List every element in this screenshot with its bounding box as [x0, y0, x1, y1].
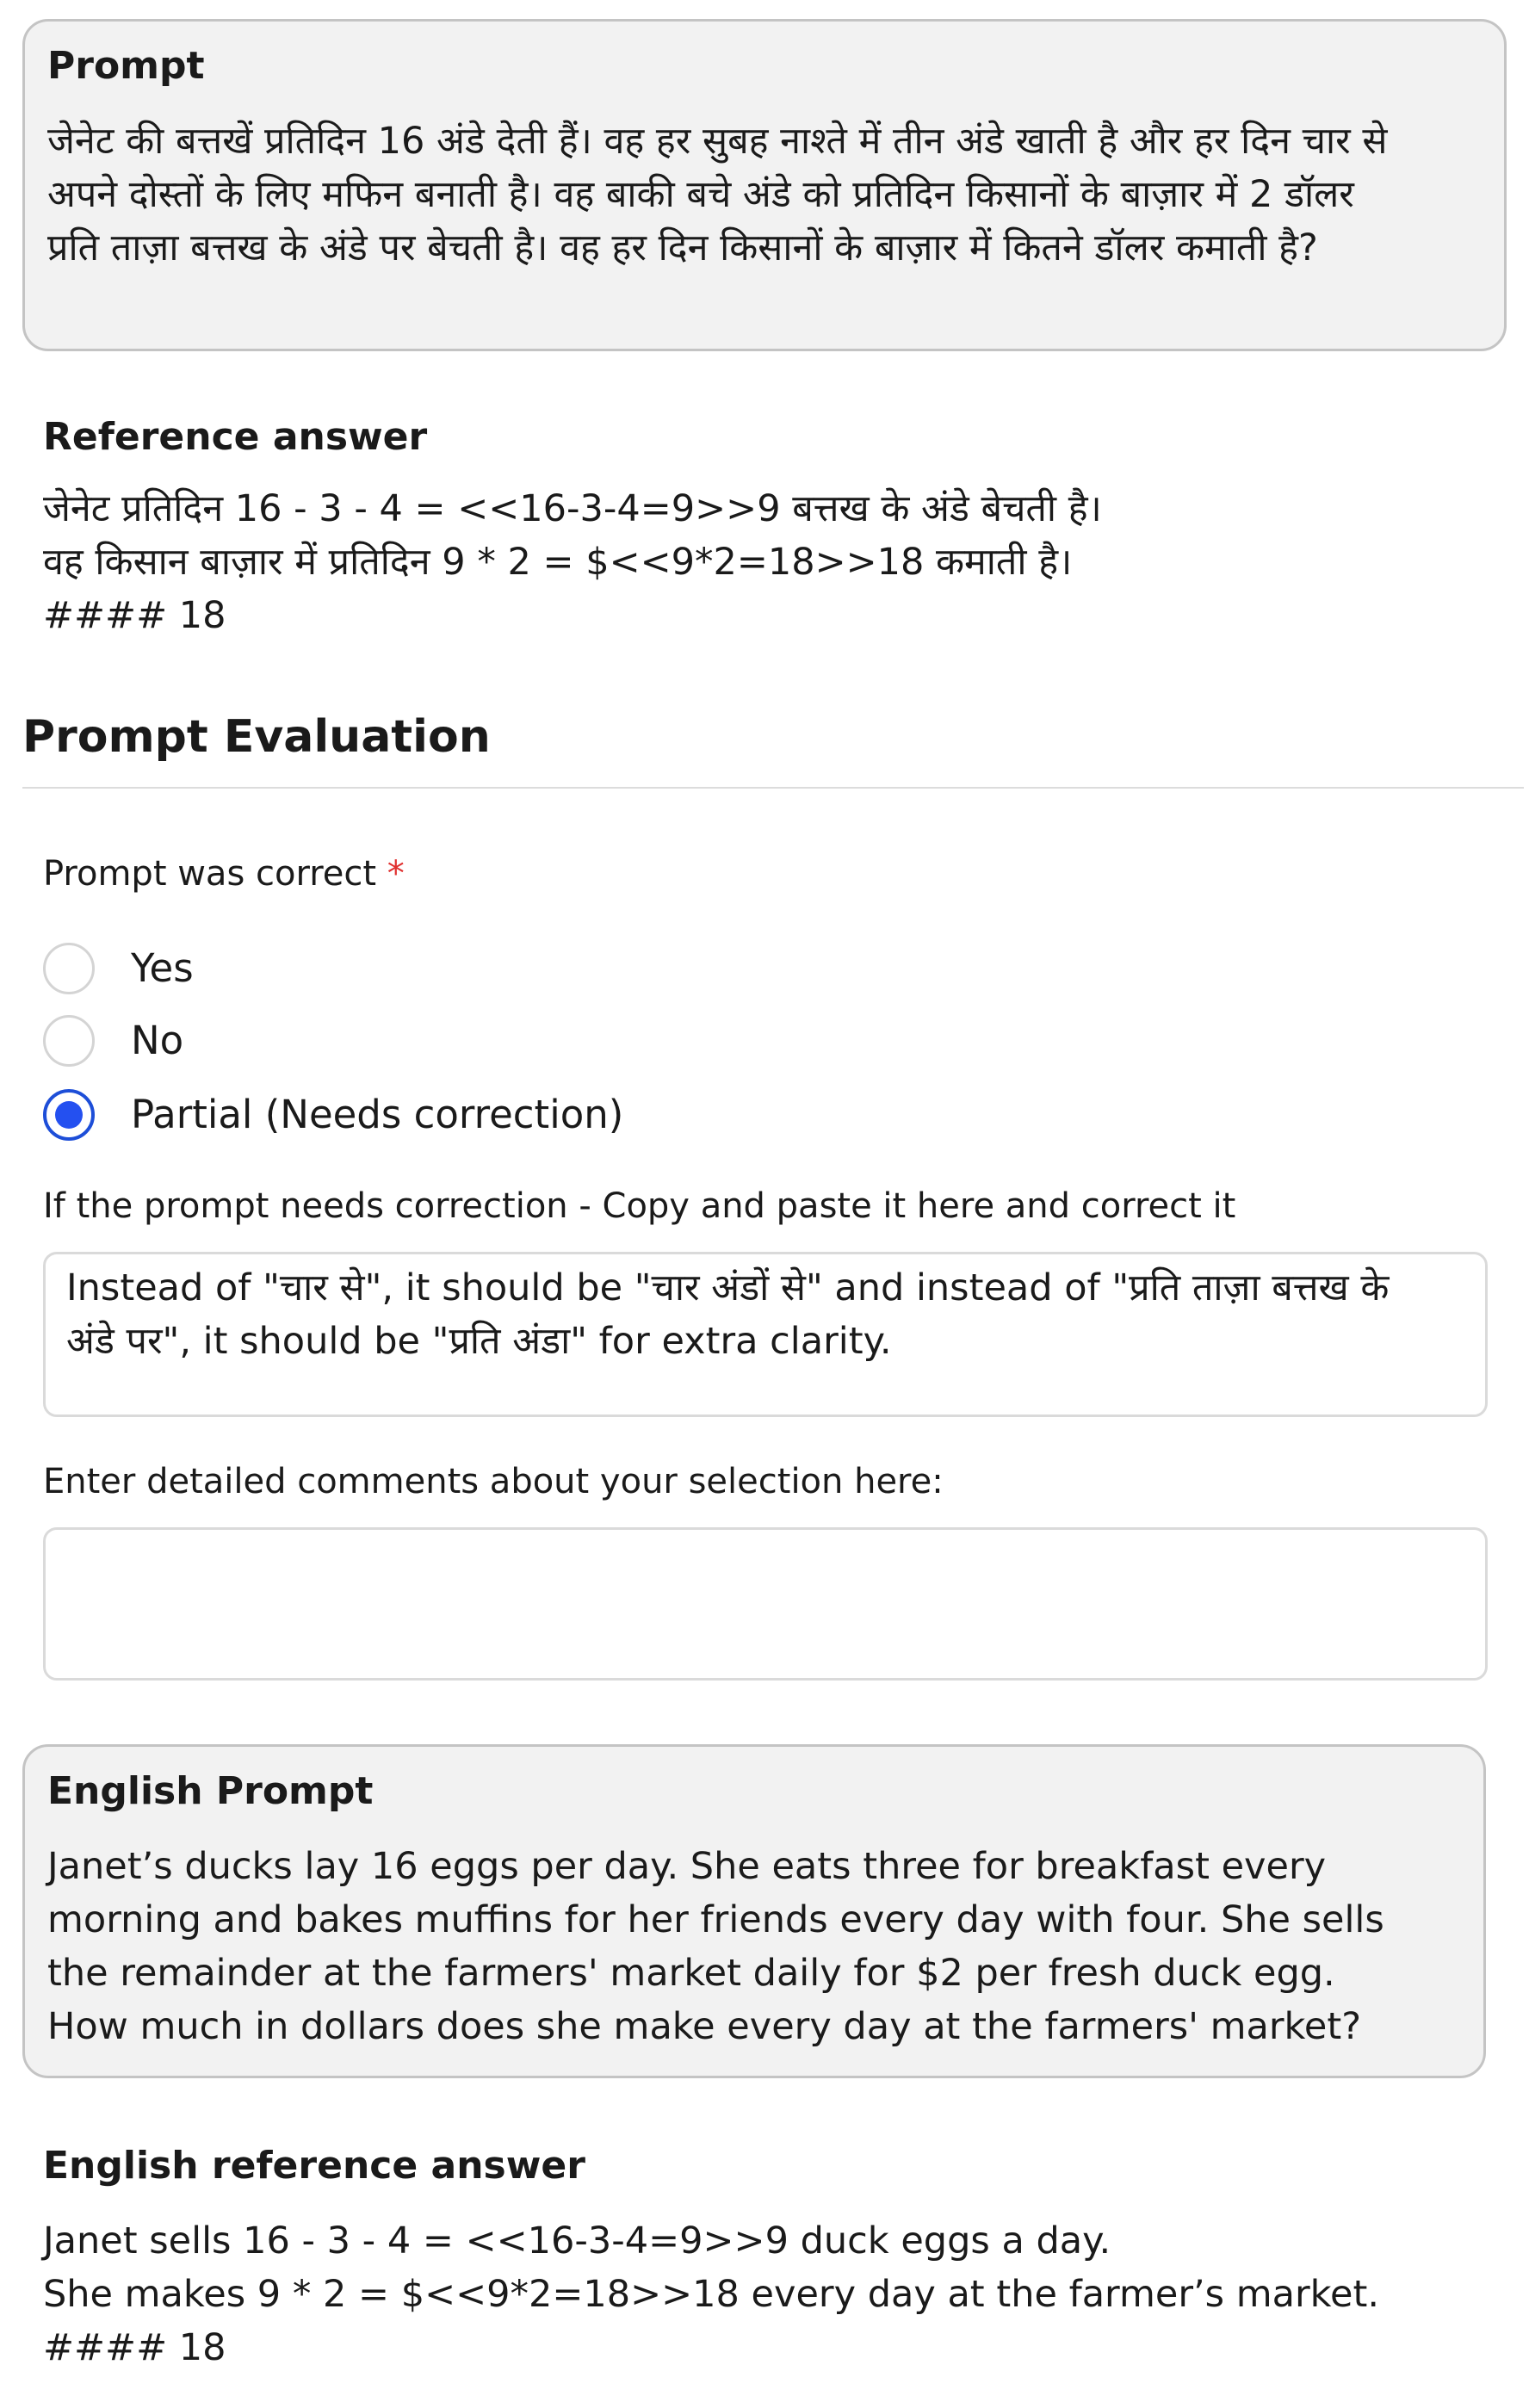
section-divider: [22, 787, 1524, 789]
radio-option-no[interactable]: [43, 1014, 183, 1068]
radio-option-partial[interactable]: [43, 1088, 623, 1142]
english-prompt-title: English Prompt: [47, 1769, 374, 1813]
correction-label: If the prompt needs correction - Copy and paste it here and correct it: [43, 1186, 1236, 1226]
radio-button-no[interactable]: [43, 1015, 95, 1067]
reference-answer-line: #### 18: [43, 594, 226, 637]
prompt-evaluation-heading: Prompt Evaluation: [22, 711, 491, 763]
prompt-card: [22, 19, 1507, 351]
radio-label-no: No: [131, 1018, 184, 1063]
english-reference-line: #### 18: [43, 2326, 226, 2369]
english-reference-line: She makes 9 * 2 = $<<9*2=18>>18 every day at the farmer’s market.: [43, 2273, 1380, 2316]
reference-answer-line: वह किसान बाज़ार में प्रतिदिन 9 * 2 = $<<9*2=18>>18 कमाती है।: [43, 541, 1073, 584]
prompt-correct-label: [43, 851, 405, 897]
prompt-card-title: Prompt: [47, 44, 205, 88]
reference-answer-line: जेनेट प्रतिदिन 16 - 3 - 4 = <<16-3-4=9>>9 बत्तख के अंडे बेचती है।: [43, 487, 1102, 530]
radio-button-yes[interactable]: [43, 943, 95, 994]
prompt-correct-label-text: Prompt was correct: [43, 854, 377, 894]
english-reference-line: Janet sells 16 - 3 - 4 = <<16-3-4=9>>9 duck eggs a day.: [43, 2219, 1111, 2263]
prompt-card-text: जेनेट की बत्तखें प्रतिदिन 16 अंडे देती हैं। वह हर सुबह नाश्ते में तीन अंडे खाती है और हर दिन चार से अपने दोस्तों के लिए मफिन बनाती है। वह बाकी बचे अंडे को प्रतिदिन किसानों के बाज़ार में 2 डॉलर प्रति ताज़ा बत्तख के अंडे पर बेचती है। वह हर दिन किसानों के बाज़ार में कितने डॉलर कमाती है?: [47, 120, 1388, 269]
radio-label-yes: Yes: [131, 945, 194, 991]
required-mark: *: [387, 854, 405, 894]
radio-label-partial: Partial (Needs correction): [131, 1092, 624, 1137]
correction-textarea[interactable]: Instead of "चार से", it should be "चार अंडों से" and instead of "प्रति ताज़ा बत्तख के अंडे पर", it should be "प्रति अंडा" for extra clarity.: [43, 1252, 1488, 1417]
english-prompt-text: Janet’s ducks lay 16 eggs per day. She eats three for breakfast every morning and bakes muffins for her friends every day with four. She sells the remainder at the farmers' market daily for $2 per fresh duck egg. How much in dollars does she make every day at the farmers' market?: [47, 1845, 1384, 2048]
radio-option-yes[interactable]: [43, 942, 194, 995]
reference-answer-title: Reference answer: [43, 415, 428, 459]
english-prompt-card: [22, 1744, 1486, 2078]
english-reference-title: English reference answer: [43, 2144, 585, 2188]
radio-button-partial[interactable]: [43, 1089, 95, 1141]
comments-textarea[interactable]: [43, 1527, 1488, 1681]
comments-label: Enter detailed comments about your selection here:: [43, 1462, 944, 1501]
